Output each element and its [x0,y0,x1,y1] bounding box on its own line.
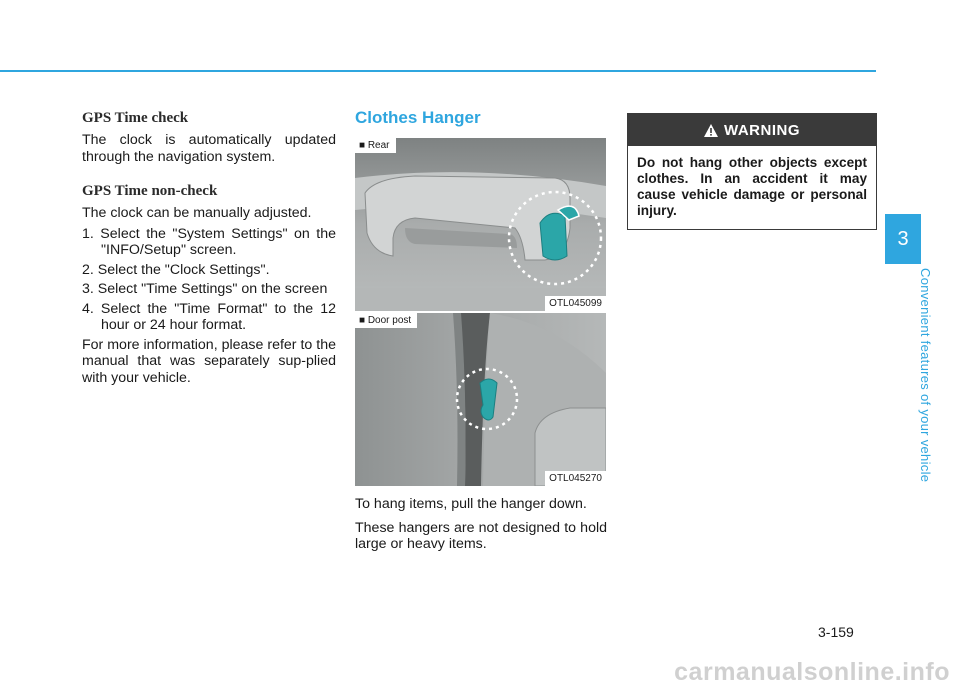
page-number: 3-159 [818,624,854,640]
warning-box [627,113,877,230]
paragraph-more-info: For more information, please refer to the manual that was separately sup-plied with your vehicle. [82,336,336,386]
warning-header [628,114,876,146]
paragraph-hang-items: To hang items, pull the hanger down. [355,496,587,512]
column-gps-time [82,110,336,386]
step-item: 4. Select the "Time Format" to the 12 hour or 24 hour format. [82,300,336,333]
warning-text: Do not hang other objects except clothes. In an accident it may cause vehicle damage or personal injury. [637,155,867,218]
heading-gps-time-check: GPS Time check [82,110,189,126]
column-clothes-hanger [355,108,607,553]
steps-list [82,226,336,334]
photo-tag: ■ Rear [355,138,396,153]
photo-code: OTL045099 [545,296,606,311]
paragraph-gps-non-check: The clock can be manually adjusted. [82,205,312,221]
step-item: 2. Select the "Clock Settings". [82,261,270,278]
step-item: 3. Select "Time Settings" on the screen [82,281,328,297]
warning-label: WARNING [724,121,800,139]
warning-triangle-icon [704,124,718,137]
rear-hanger-illustration [355,138,606,311]
photo-door-post-hanger [355,313,606,486]
header-rule [0,70,876,72]
paragraph-not-designed: These hangers are not designed to hold large or heavy items. [355,519,607,552]
heading-gps-time-non-check: GPS Time non-check [82,183,218,199]
section-title: Clothes Hanger [355,108,481,127]
door-post-hanger-illustration [355,313,606,486]
photo-code: OTL045270 [545,471,606,486]
chapter-number-tab: 3 [885,214,921,264]
chapter-title: Convenient features of your vehicle [918,268,933,483]
photo-tag: ■ Door post [355,313,417,328]
paragraph-gps-check: The clock is automatically updated through the navigation system. [82,132,336,165]
photo-rear-hanger [355,138,606,311]
watermark: carmanualsonline.info [674,658,950,686]
step-item: 1. Select the "System Settings" on the "INFO/Setup" screen. [82,225,336,258]
